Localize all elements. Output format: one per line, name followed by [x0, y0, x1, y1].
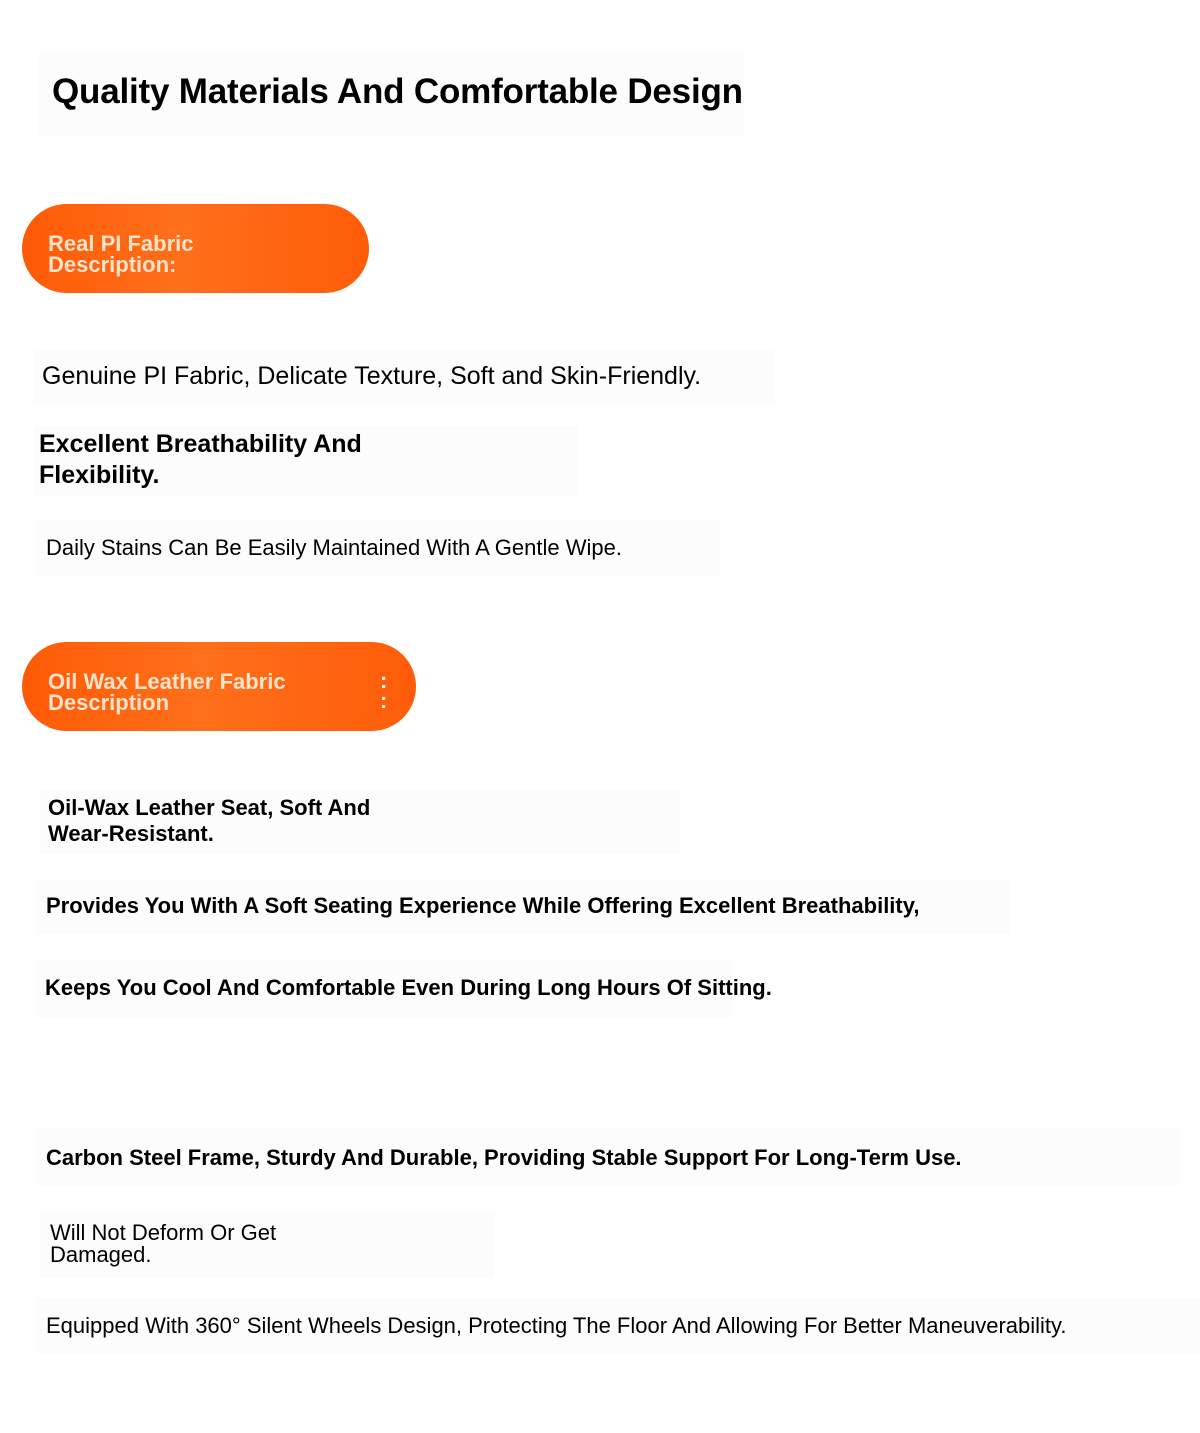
leather-provides-text: Provides You With A Soft Seating Experience While Offering Excellent Breathability, [46, 893, 920, 918]
frame-carbon-text: Carbon Steel Frame, Sturdy And Durable, Providing Stable Support For Long-Term Use. [46, 1145, 962, 1170]
pi-fabric-pill [22, 204, 369, 293]
leather-pill-line1: Oil Wax Leather Fabric [48, 669, 286, 694]
leather-keeps-text: Keeps You Cool And Comfortable Even During Long Hours Of Sitting. [45, 975, 772, 1000]
pi-pill-line2: Description: [48, 252, 177, 277]
pi-genuine-text: Genuine PI Fabric, Delicate Texture, Soft and Skin-Friendly. [42, 362, 702, 390]
pi-breath-line1: Excellent Breathability And [39, 430, 362, 458]
leather-seat-line2: Wear-Resistant. [48, 821, 214, 846]
frame-deform-line1: Will Not Deform Or Get [50, 1220, 277, 1245]
leather-pill-colon-1: : [380, 668, 388, 693]
frame-deform-line2: Damaged. [50, 1242, 152, 1267]
leather-fabric-pill [22, 642, 416, 731]
page-title: Quality Materials And Comfortable Design [52, 72, 743, 111]
pi-breath-line2: Flexibility. [39, 461, 160, 489]
leather-pill-colon-2: : [380, 688, 388, 713]
pi-pill-line1: Real PI Fabric [48, 231, 194, 256]
pi-stains-text: Daily Stains Can Be Easily Maintained With A Gentle Wipe. [46, 535, 622, 560]
leather-seat-line1: Oil-Wax Leather Seat, Soft And [48, 795, 371, 820]
frame-wheels-text: Equipped With 360° Silent Wheels Design, Protecting The Floor And Allowing For Better Maneuverability. [46, 1313, 1067, 1338]
leather-pill-line2: Description [48, 690, 170, 715]
